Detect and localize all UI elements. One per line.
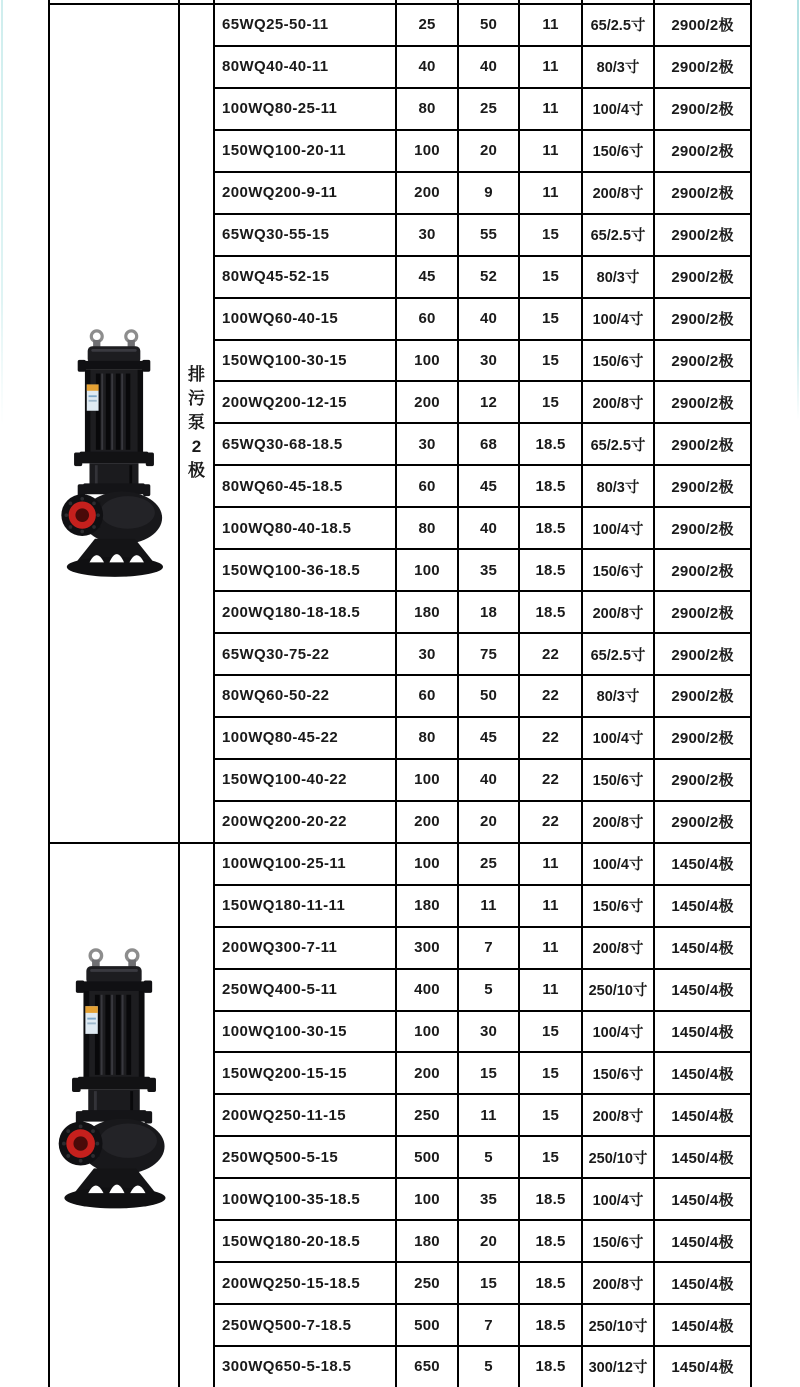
speed-poles-cell: 2900/2极 [655, 47, 750, 87]
head-cell: 50 [459, 5, 518, 45]
speed-poles-cell: 2900/2极 [655, 215, 750, 255]
speed-poles-cell: 1450/4极 [655, 1221, 750, 1261]
model-cell: 100WQ100-25-11 [215, 844, 395, 884]
model-cell: 200WQ300-7-11 [215, 928, 395, 968]
head-cell: 68 [459, 424, 518, 464]
power-cell: 11 [520, 131, 581, 171]
flow-cell: 30 [397, 424, 457, 464]
outlet-size-cell: 150/6寸 [583, 550, 653, 590]
head-cell: 75 [459, 634, 518, 674]
head-cell: 15 [459, 1263, 518, 1303]
speed-poles-cell: 1450/4极 [655, 928, 750, 968]
outlet-size-cell: 80/3寸 [583, 257, 653, 297]
flow-cell: 45 [397, 257, 457, 297]
power-cell: 18.5 [520, 1347, 581, 1387]
speed-poles-cell: 2900/2极 [655, 173, 750, 213]
flow-cell: 100 [397, 1012, 457, 1052]
model-cell: 200WQ200-12-15 [215, 382, 395, 422]
outlet-size-cell: 150/6寸 [583, 1221, 653, 1261]
power-cell: 11 [520, 844, 581, 884]
speed-poles-cell: 1450/4极 [655, 1179, 750, 1219]
speed-poles-cell: 2900/2极 [655, 131, 750, 171]
head-cell: 35 [459, 1179, 518, 1219]
speed-poles-cell: 1450/4极 [655, 1263, 750, 1303]
head-cell: 12 [459, 382, 518, 422]
speed-poles-cell: 2900/2极 [655, 341, 750, 381]
speed-poles-cell: 1450/4极 [655, 970, 750, 1010]
outlet-size-cell: 300/12寸 [583, 1347, 653, 1387]
submersible-pump-image [52, 947, 176, 1219]
power-cell: 22 [520, 676, 581, 716]
flow-cell: 60 [397, 299, 457, 339]
flow-cell: 400 [397, 970, 457, 1010]
flow-cell: 200 [397, 173, 457, 213]
outlet-size-cell: 80/3寸 [583, 466, 653, 506]
model-cell: 150WQ180-20-18.5 [215, 1221, 395, 1261]
group-label-sewage-pump-2pole [180, 5, 213, 842]
outlet-size-cell: 100/4寸 [583, 1179, 653, 1219]
group-label-empty [180, 844, 213, 1387]
outlet-size-cell: 100/4寸 [583, 718, 653, 758]
head-cell: 45 [459, 718, 518, 758]
model-cell: 80WQ60-50-22 [215, 676, 395, 716]
speed-poles-cell: 2900/2极 [655, 718, 750, 758]
power-cell: 15 [520, 1137, 581, 1177]
power-cell: 22 [520, 802, 581, 842]
flow-cell: 30 [397, 215, 457, 255]
model-cell: 250WQ500-5-15 [215, 1137, 395, 1177]
speed-poles-cell: 2900/2极 [655, 550, 750, 590]
outlet-size-cell: 65/2.5寸 [583, 5, 653, 45]
speed-poles-cell: 1450/4极 [655, 1305, 750, 1345]
right-edge-accent-line [797, 0, 799, 420]
outlet-size-cell: 65/2.5寸 [583, 215, 653, 255]
power-cell: 15 [520, 299, 581, 339]
speed-poles-cell: 2900/2极 [655, 5, 750, 45]
model-cell: 150WQ100-36-18.5 [215, 550, 395, 590]
speed-poles-cell: 2900/2极 [655, 424, 750, 464]
model-cell: 150WQ100-20-11 [215, 131, 395, 171]
head-cell: 45 [459, 466, 518, 506]
head-cell: 20 [459, 131, 518, 171]
flow-cell: 200 [397, 382, 457, 422]
model-cell: 80WQ40-40-11 [215, 47, 395, 87]
head-cell: 55 [459, 215, 518, 255]
outlet-size-cell: 250/10寸 [583, 1305, 653, 1345]
model-cell: 200WQ180-18-18.5 [215, 592, 395, 632]
group-label-char: 泵 [188, 413, 205, 433]
group-label-char: 污 [188, 389, 205, 409]
head-cell: 7 [459, 928, 518, 968]
power-cell: 22 [520, 634, 581, 674]
flow-cell: 500 [397, 1137, 457, 1177]
model-cell: 150WQ200-15-15 [215, 1053, 395, 1093]
flow-cell: 100 [397, 844, 457, 884]
model-cell: 100WQ100-35-18.5 [215, 1179, 395, 1219]
group-label-char: 极 [188, 461, 205, 481]
power-cell: 15 [520, 1095, 581, 1135]
head-cell: 40 [459, 760, 518, 800]
outlet-size-cell: 150/6寸 [583, 1053, 653, 1093]
speed-poles-cell: 2900/2极 [655, 299, 750, 339]
power-cell: 11 [520, 970, 581, 1010]
outlet-size-cell: 200/8寸 [583, 592, 653, 632]
power-cell: 11 [520, 173, 581, 213]
power-cell: 22 [520, 718, 581, 758]
power-cell: 18.5 [520, 592, 581, 632]
pump-spec-table [48, 3, 752, 1387]
flow-cell: 40 [397, 47, 457, 87]
model-cell: 100WQ80-25-11 [215, 89, 395, 129]
power-cell: 15 [520, 215, 581, 255]
outlet-size-cell: 100/4寸 [583, 844, 653, 884]
flow-cell: 80 [397, 718, 457, 758]
speed-poles-cell: 1450/4极 [655, 1012, 750, 1052]
speed-poles-cell: 1450/4极 [655, 1347, 750, 1387]
power-cell: 18.5 [520, 1305, 581, 1345]
model-cell: 150WQ100-40-22 [215, 760, 395, 800]
flow-cell: 200 [397, 802, 457, 842]
flow-cell: 180 [397, 886, 457, 926]
flow-cell: 200 [397, 1053, 457, 1093]
power-cell: 11 [520, 928, 581, 968]
speed-poles-cell: 2900/2极 [655, 802, 750, 842]
outlet-size-cell: 100/4寸 [583, 508, 653, 548]
power-cell: 22 [520, 760, 581, 800]
model-cell: 65WQ30-55-15 [215, 215, 395, 255]
model-cell: 200WQ250-11-15 [215, 1095, 395, 1135]
power-cell: 18.5 [520, 1263, 581, 1303]
flow-cell: 80 [397, 508, 457, 548]
head-cell: 11 [459, 1095, 518, 1135]
head-cell: 5 [459, 970, 518, 1010]
power-cell: 18.5 [520, 508, 581, 548]
model-cell: 65WQ30-75-22 [215, 634, 395, 674]
power-cell: 18.5 [520, 1179, 581, 1219]
flow-cell: 300 [397, 928, 457, 968]
head-cell: 40 [459, 47, 518, 87]
pump-photo-cell [50, 5, 178, 842]
flow-cell: 30 [397, 634, 457, 674]
outlet-size-cell: 150/6寸 [583, 131, 653, 171]
model-cell: 100WQ80-40-18.5 [215, 508, 395, 548]
speed-poles-cell: 2900/2极 [655, 676, 750, 716]
head-cell: 5 [459, 1347, 518, 1387]
power-cell: 11 [520, 89, 581, 129]
flow-cell: 100 [397, 341, 457, 381]
outlet-size-cell: 100/4寸 [583, 89, 653, 129]
outlet-size-cell: 80/3寸 [583, 47, 653, 87]
head-cell: 5 [459, 1137, 518, 1177]
flow-cell: 250 [397, 1095, 457, 1135]
speed-poles-cell: 1450/4极 [655, 1053, 750, 1093]
model-cell: 200WQ250-15-18.5 [215, 1263, 395, 1303]
outlet-size-cell: 250/10寸 [583, 970, 653, 1010]
speed-poles-cell: 2900/2极 [655, 466, 750, 506]
outlet-size-cell: 200/8寸 [583, 1263, 653, 1303]
speed-poles-cell: 2900/2极 [655, 592, 750, 632]
head-cell: 50 [459, 676, 518, 716]
model-cell: 80WQ60-45-18.5 [215, 466, 395, 506]
model-cell: 100WQ100-30-15 [215, 1012, 395, 1052]
flow-cell: 500 [397, 1305, 457, 1345]
head-cell: 35 [459, 550, 518, 590]
power-cell: 18.5 [520, 424, 581, 464]
flow-cell: 650 [397, 1347, 457, 1387]
flow-cell: 100 [397, 131, 457, 171]
head-cell: 40 [459, 299, 518, 339]
flow-cell: 60 [397, 676, 457, 716]
power-cell: 15 [520, 341, 581, 381]
head-cell: 11 [459, 886, 518, 926]
outlet-size-cell: 150/6寸 [583, 760, 653, 800]
outlet-size-cell: 200/8寸 [583, 1095, 653, 1135]
flow-cell: 80 [397, 89, 457, 129]
model-cell: 150WQ100-30-15 [215, 341, 395, 381]
power-cell: 18.5 [520, 466, 581, 506]
flow-cell: 180 [397, 592, 457, 632]
flow-cell: 250 [397, 1263, 457, 1303]
outlet-size-cell: 200/8寸 [583, 928, 653, 968]
submersible-pump-image [55, 328, 173, 587]
outlet-size-cell: 65/2.5寸 [583, 634, 653, 674]
outlet-size-cell: 100/4寸 [583, 299, 653, 339]
power-cell: 11 [520, 886, 581, 926]
head-cell: 9 [459, 173, 518, 213]
head-cell: 30 [459, 341, 518, 381]
outlet-size-cell: 150/6寸 [583, 341, 653, 381]
model-cell: 200WQ200-9-11 [215, 173, 395, 213]
speed-poles-cell: 2900/2极 [655, 257, 750, 297]
power-cell: 15 [520, 382, 581, 422]
power-cell: 15 [520, 1012, 581, 1052]
model-cell: 65WQ25-50-11 [215, 5, 395, 45]
pump-photo-cell [50, 844, 178, 1387]
model-cell: 200WQ200-20-22 [215, 802, 395, 842]
speed-poles-cell: 1450/4极 [655, 1095, 750, 1135]
speed-poles-cell: 1450/4极 [655, 886, 750, 926]
model-cell: 300WQ650-5-18.5 [215, 1347, 395, 1387]
head-cell: 25 [459, 89, 518, 129]
left-edge-accent-line [1, 0, 3, 426]
outlet-size-cell: 80/3寸 [583, 676, 653, 716]
head-cell: 20 [459, 1221, 518, 1261]
pump-photo-wrapper [55, 328, 173, 591]
outlet-size-cell: 200/8寸 [583, 382, 653, 422]
power-cell: 18.5 [520, 550, 581, 590]
head-cell: 52 [459, 257, 518, 297]
head-cell: 40 [459, 508, 518, 548]
flow-cell: 100 [397, 550, 457, 590]
head-cell: 25 [459, 844, 518, 884]
speed-poles-cell: 1450/4极 [655, 844, 750, 884]
speed-poles-cell: 2900/2极 [655, 634, 750, 674]
flow-cell: 25 [397, 5, 457, 45]
group-label-char: 排 [188, 365, 205, 385]
model-cell: 80WQ45-52-15 [215, 257, 395, 297]
speed-poles-cell: 2900/2极 [655, 508, 750, 548]
outlet-size-cell: 200/8寸 [583, 802, 653, 842]
outlet-size-cell: 200/8寸 [583, 173, 653, 213]
model-cell: 250WQ500-7-18.5 [215, 1305, 395, 1345]
model-cell: 65WQ30-68-18.5 [215, 424, 395, 464]
speed-poles-cell: 1450/4极 [655, 1137, 750, 1177]
flow-cell: 100 [397, 760, 457, 800]
power-cell: 15 [520, 1053, 581, 1093]
model-cell: 100WQ60-40-15 [215, 299, 395, 339]
power-cell: 11 [520, 47, 581, 87]
outlet-size-cell: 65/2.5寸 [583, 424, 653, 464]
head-cell: 30 [459, 1012, 518, 1052]
group-label-char: 2 [191, 437, 202, 457]
flow-cell: 100 [397, 1179, 457, 1219]
model-cell: 250WQ400-5-11 [215, 970, 395, 1010]
outlet-size-cell: 100/4寸 [583, 1012, 653, 1052]
flow-cell: 180 [397, 1221, 457, 1261]
pump-photo-wrapper [52, 947, 176, 1223]
power-cell: 15 [520, 257, 581, 297]
model-cell: 100WQ80-45-22 [215, 718, 395, 758]
outlet-size-cell: 150/6寸 [583, 886, 653, 926]
speed-poles-cell: 2900/2极 [655, 382, 750, 422]
model-cell: 150WQ180-11-11 [215, 886, 395, 926]
speed-poles-cell: 2900/2极 [655, 89, 750, 129]
head-cell: 15 [459, 1053, 518, 1093]
head-cell: 18 [459, 592, 518, 632]
power-cell: 18.5 [520, 1221, 581, 1261]
flow-cell: 60 [397, 466, 457, 506]
speed-poles-cell: 2900/2极 [655, 760, 750, 800]
head-cell: 7 [459, 1305, 518, 1345]
outlet-size-cell: 250/10寸 [583, 1137, 653, 1177]
power-cell: 11 [520, 5, 581, 45]
head-cell: 20 [459, 802, 518, 842]
